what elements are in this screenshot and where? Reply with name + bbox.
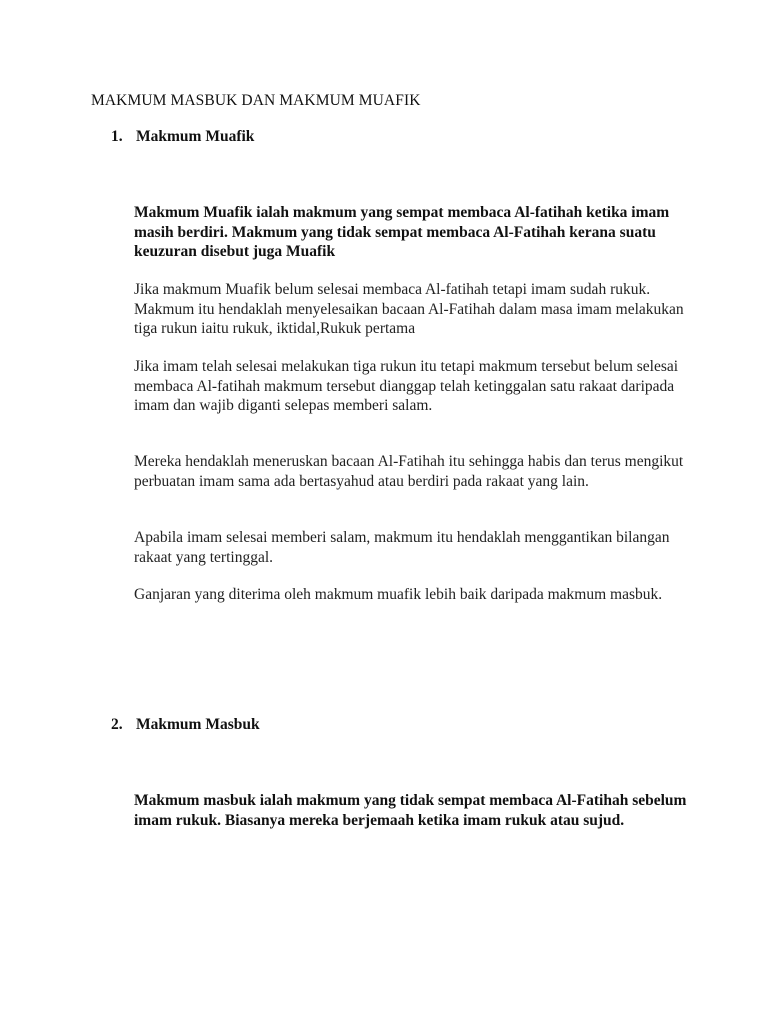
muafik-paragraph-3: Mereka hendaklah meneruskan bacaan Al-Fatihah itu sehingga habis dan terus mengikut perbuatan imam sama ada bertasyahud atau berdiri pada rakaat yang lain. — [134, 453, 684, 490]
masbuk-definition: Makmum masbuk ialah makmum yang tidak sempat membaca Al-Fatihah sebelum imam rukuk. Biasanya mereka berjemaah ketika imam rukuk atau sujud. — [134, 792, 687, 829]
muafik-paragraph-1: Jika makmum Muafik belum selesai membaca Al-fatihah tetapi imam sudah rukuk. Makmum itu hendaklah menyelesaikan bacaan Al-Fatihah dalam masa imam melakukan tiga rukun iaitu rukuk, iktidal,Rukuk pertama — [134, 281, 684, 337]
muafik-paragraph-5: Ganjaran yang diterima oleh makmum muafik lebih baik daripada makmum masbuk. — [134, 586, 663, 603]
section-heading-makmum-masbuk — [111, 716, 260, 734]
section-number: 2. — [111, 716, 123, 733]
muafik-paragraph-4: Apabila imam selesai memberi salam, makmum itu hendaklah menggantikan bilangan rakaat yang tertinggal. — [134, 529, 670, 566]
muafik-paragraph-2: Jika imam telah selesai melakukan tiga rukun itu tetapi makmum tersebut belum selesai membaca Al-fatihah makmum tersebut dianggap telah ketinggalan satu rakaat daripada imam dan wajib diganti selepas memberi salam. — [134, 358, 679, 414]
section-heading-text: Makmum Masbuk — [136, 716, 260, 733]
section-heading-makmum-muafik — [111, 128, 254, 146]
section-heading-text: Makmum Muafik — [136, 128, 255, 145]
section-number: 1. — [111, 128, 123, 145]
document-title: MAKMUM MASBUK DAN MAKMUM MUAFIK — [91, 92, 421, 109]
muafik-definition: Makmum Muafik ialah makmum yang sempat membaca Al-fatihah ketika imam masih berdiri. Makmum yang tidak sempat membaca Al-Fatihah kerana suatu keuzuran disebut juga Muafik — [134, 204, 670, 260]
